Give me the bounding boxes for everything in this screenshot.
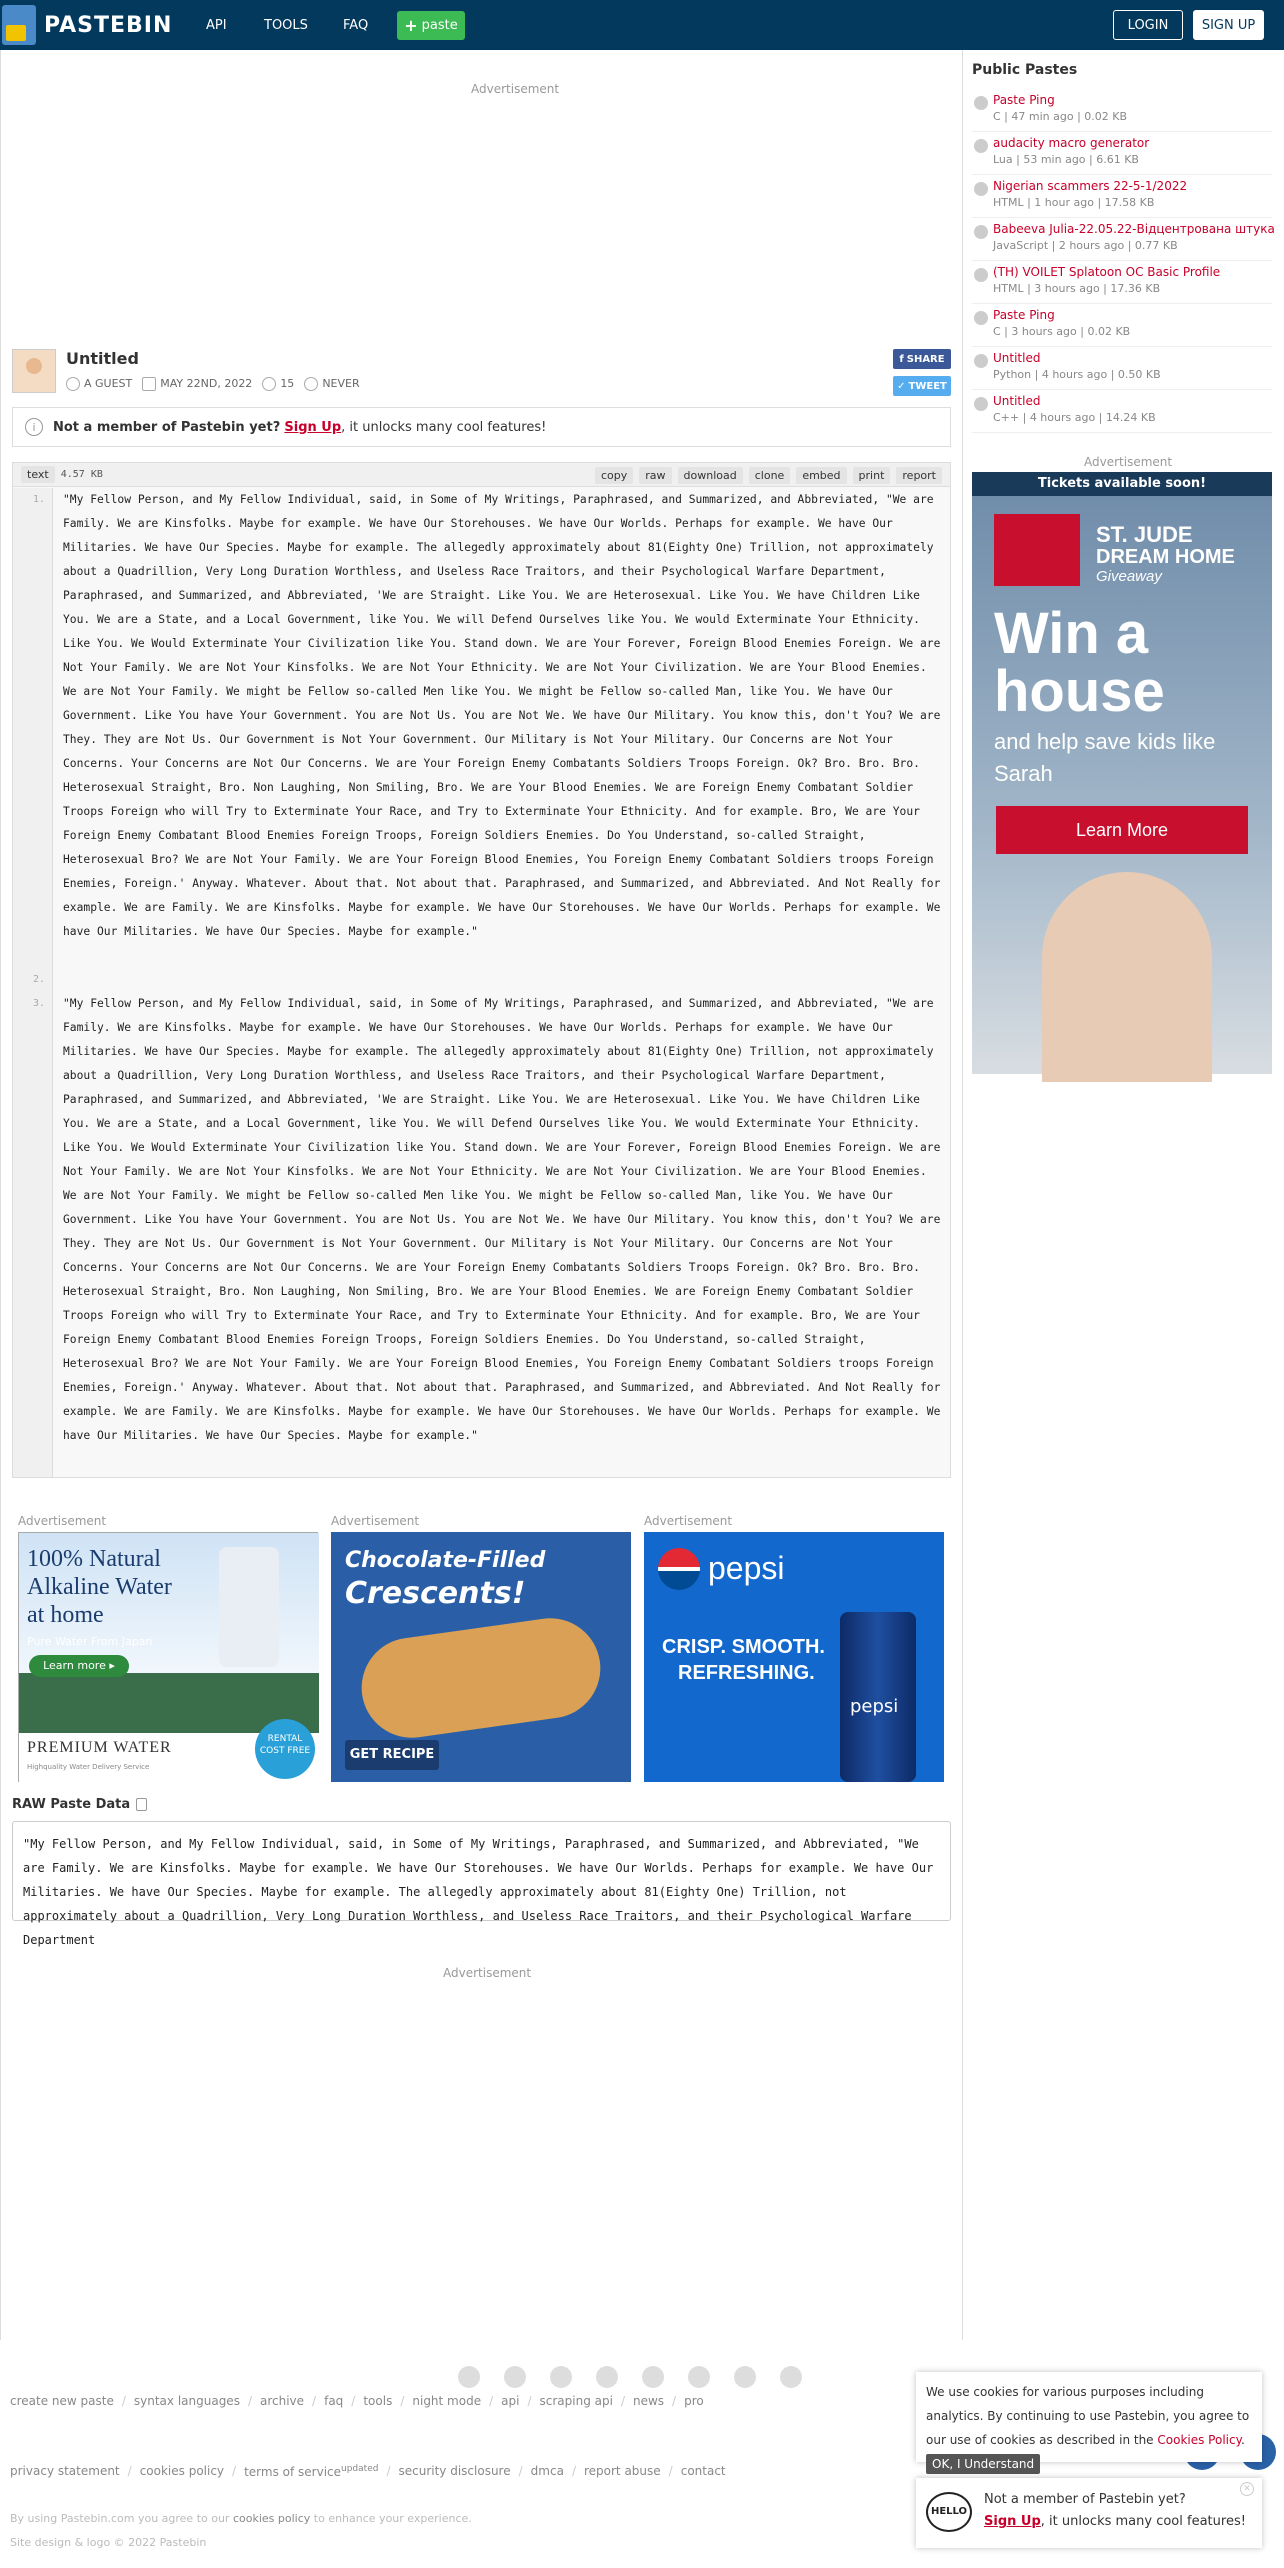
opera-icon[interactable] [734,2366,756,2388]
public-paste-meta: Lua | 53 min ago | 6.61 KB [993,153,1139,166]
ad-side-win1: Win a [994,601,1149,666]
globe-icon [974,96,988,110]
public-paste-name[interactable]: Untitled [993,351,1041,365]
ad-side-photo [1042,872,1212,1082]
popup-signup-link[interactable]: Sign Up [984,2514,1041,2529]
popup-rest: , it unlocks many cool features! [1040,2514,1246,2529]
author-name: A GUEST [84,377,133,390]
login-button[interactable]: LOGIN [1113,10,1183,40]
ad-st-jude[interactable] [972,472,1272,1074]
globe-icon [974,397,988,411]
public-paste-meta: C | 3 hours ago | 0.02 KB [993,325,1131,338]
agree-post: to enhance your experience. [313,2512,472,2525]
footer-link[interactable]: privacy statement [10,2464,120,2478]
public-paste-name[interactable]: Untitled [993,394,1041,408]
footer-separator: / [232,2464,237,2478]
print-button[interactable]: print [853,467,891,484]
nav-api[interactable] [206,0,227,50]
ad2-line2: Crescents! [345,1576,526,1611]
ad-label-side: Advertisement [1084,455,1173,469]
ad-side-st3: Giveaway [1096,568,1162,585]
agree-pre: By using Pastebin.com you agree to our [10,2512,230,2525]
ad-side-st2: DREAM HOME [1096,546,1235,568]
ad-side-help: and help save kids like Sarah [994,729,1216,786]
code-box [12,462,951,1478]
cookie-policy-link[interactable]: Cookies Policy [1157,2433,1241,2447]
public-paste-meta: HTML | 1 hour ago | 17.58 KB [993,196,1155,209]
public-paste-name[interactable]: Babeeva Julia-22.05.22-Відцентрована штука [993,222,1275,236]
public-paste-name[interactable]: audacity macro generator [993,136,1150,150]
agree-cookies-link[interactable]: cookies policy [232,2512,311,2525]
public-paste-item[interactable] [972,305,1272,347]
signup-popup [916,2478,1262,2548]
pepsi-logo-icon [658,1548,700,1590]
public-paste-meta: JavaScript | 2 hours ago | 0.77 KB [993,239,1178,252]
globe-icon [974,354,988,368]
footer-agree [10,2512,472,2525]
android-icon[interactable] [642,2366,664,2388]
info-icon: i [25,418,43,436]
signup-button[interactable]: SIGN UP [1193,10,1264,40]
ad-premium-water[interactable] [18,1532,318,1782]
st-jude-logo-icon [994,514,1080,586]
nav-faq[interactable] [343,0,368,50]
new-paste-label: paste [421,18,458,33]
public-paste-item[interactable] [972,133,1272,175]
pepsi-can-label: pepsi [850,1696,899,1717]
raw-button[interactable]: raw [639,467,671,484]
footer-link[interactable]: report abuse [583,2464,661,2478]
app-store-icons [458,2366,802,2388]
line-number-1: 1. [32,494,45,505]
facebook-icon: f [899,353,904,365]
notice-rest: , it unlocks many cool features! [341,419,547,435]
ad1-line2: Alkaline Water [27,1574,172,1600]
views-info [262,377,294,391]
facebook-share-button[interactable] [893,349,951,369]
code-line-3: "My Fellow Person, and My Fellow Individual, said, in Some of My Writings, Paraphrased, and Summarized, and Abbreviated, "We are Family. We are Kinsfolks. Maybe for example. We have Our Storehouses. We have Our Worlds. Perhaps for example. We have Our Militaries. We have Our Species. Maybe for example. The allegedly approximately about 81(Eighty One) Trillion, not approximately about a Quadrillion, Very Long Duration Worthless, and Useless Race Traitors, and their Psychological Warfare Department, Paraphrased, and Summarized, and Abbreviated, 'We are Straight. Like You. We are Heterosexual. Like You. We have Children Like You. We are a State, and a Local Government, like You. We will Defend Ourselves like You. We would Exterminate Your Ethnicity. Like You. We Would Exterminate Your Civilization like You. Stand down. We are Your Forever, Foreign Blood Enemies Foreign. We are Not Your Family. We are Not Your Kinsfolks. We are Not Your Ethnicity. We are Not Your Civilization. We are Your Blood Enemies. We are Not Your Family. We might be Fellow so-called Men like You. We might be Fellow so-called Man, like You. We have Our Government. Like You have Your Government. You are Not Us. You are Not We. We have Our Military. You know this, don't You? We are They. They are Not Us. Our Government is Not Your Government. Our Military is Not Your Military. Our Concerns are Not Your Concerns. Your Concerns are Not Our Concerns. We are Your Foreign Enemy Combatants Soldiers Troops Foreign. Ok? Bro. Bro. Bro. Heterosexual Straight, Bro. Non Laughing, Non Smiling, Bro. We are Your Blood Enemies. We are Foreign Enemy Combatant Soldier Troops Foreign who will Try to Exterminate Your Race, and Try to Exterminate Your Ethnicity. And for example. Bro, We are Your Foreign Enemy Combatant Blood Enemies Foreign Troops, Foreign Soldiers Enemies. Do You Understand, so-called Straight, Heterosexual Bro? We are Not Your Family. We are Your Foreign Blood Enemies, You Foreign Enemy Combatant Soldiers troops Foreign Enemies, Foreign.' Anyway. Whatever. About that. Not about that. Paraphrased, and Summarized, and Abbreviated. And Not Really for example. We are Family. We are Kinsfolks. Maybe for example. We have Our Storehouses. We have Our Worlds. Perhaps for example. We have Our Militaries. We have Our Species. Maybe for example." [63,997,948,1442]
copy-icon[interactable] [136,1798,147,1811]
ad-label-2: Advertisement [331,1514,420,1528]
ad-label-top: Advertisement [471,82,560,96]
ad3-brand: pepsi [708,1550,785,1586]
public-paste-item[interactable] [972,262,1272,304]
footer-link[interactable]: syntax languages [133,2394,240,2408]
public-paste-item[interactable] [972,219,1275,261]
top-header [0,0,1284,50]
footer-links-row2 [10,2464,726,2479]
footer-link[interactable]: api [501,2394,520,2408]
public-paste-item[interactable] [972,176,1272,218]
code-tools [595,467,942,484]
windows-icon[interactable] [596,2366,618,2388]
raw-paste-title [12,1797,147,1812]
updated-badge: updated [341,2464,379,2474]
report-button[interactable]: report [896,467,942,484]
cookie-ok-button[interactable]: OK, I Understand [926,2454,1040,2474]
raw-paste-textarea[interactable]: "My Fellow Person, and My Fellow Individual, said, in Some of My Writings, Paraphrased, and Summarized, and Abbreviated, "We are Family. We are Kinsfolks. Maybe for example. We have Our Storehouses. We have Our Worlds. Perhaps for example. We have Our Militaries. We have Our Species. Maybe for example. The allegedly approximately about 81(Eighty One) Trillion, not approximately about a Quadrillion, Very Long Duration Worthless, and Useless Race Traitors, and their Psychological Warfare Department [12,1821,951,1921]
footer-separator: / [351,2394,356,2408]
ad-label-3: Advertisement [644,1514,733,1528]
notice-bold: Not a member of Pastebin yet? [53,419,281,435]
ad-side-st1: ST. JUDE [1096,522,1193,547]
footer-separator: / [127,2464,132,2478]
footer-link[interactable]: archive [260,2394,305,2408]
share-label: SHARE [906,353,945,365]
clock-icon [304,377,318,391]
popup-line2 [984,2514,1246,2529]
globe-icon [974,225,988,239]
paste-date: MAY 22ND, 2022 [160,377,253,390]
paste-size: 4.57 KB [60,469,103,480]
ad1-badge: RENTAL COST FREE [255,1719,315,1779]
footer-link[interactable]: dmca [530,2464,564,2478]
ad1-water-server [219,1547,279,1667]
ad1-line3: at home [27,1602,104,1628]
footer-separator: / [571,2464,576,2478]
public-paste-item[interactable] [972,348,1272,390]
footer-link-label: terms of service [244,2465,342,2479]
code-line-1: "My Fellow Person, and My Fellow Individual, said, in Some of My Writings, Paraphrased, and Summarized, and Abbreviated, "We are Family. We are Kinsfolks. Maybe for example. We have Our Storehouses. We have Our Worlds. Perhaps for example. We have Our Militaries. We have Our Species. Maybe for example. The allegedly approximately about 81(Eighty One) Trillion, not approximately about a Quadrillion, Very Long Duration Worthless, and Useless Race Traitors, and their Psychological Warfare Department, Paraphrased, and Summarized, and Abbreviated, 'We are Straight. Like You. We are Heterosexual. Like You. We have Children Like You. We are a State, and a Local Government, like You. We will Defend Ourselves like You. We would Exterminate Your Ethnicity. Like You. We Would Exterminate Your Civilization like You. Stand down. We are Your Forever, Foreign Blood Enemies Foreign. We are Not Your Family. We are Not Your Kinsfolks. We are Not Your Ethnicity. We are Not Your Civilization. We are Your Blood Enemies. We are Not Your Family. We might be Fellow so-called Men like You. We might be Fellow so-called Man, like You. We have Our Government. Like You have Your Government. You are Not Us. You are Not We. We have Our Military. You know this, don't You? We are They. They are Not Us. Our Government is Not Your Government. Our Military is Not Your Military. Our Concerns are Not Your Concerns. Your Concerns are Not Our Concerns. We are Your Foreign Enemy Combatants Soldiers Troops Foreign. Ok? Bro. Bro. Bro. Heterosexual Straight, Bro. Non Laughing, Non Smiling, Bro. We are Your Blood Enemies. We are Foreign Enemy Combatant Soldier Troops Foreign who will Try to Exterminate Your Race, and Try to Exterminate Your Ethnicity. And for example. Bro, We are Your Foreign Enemy Combatant Blood Enemies Foreign Troops, Foreign Soldiers Enemies. Do You Understand, so-called Straight, Heterosexual Bro? We are Not Your Family. We are Your Foreign Blood Enemies, You Foreign Enemy Combatant Soldiers troops Foreign Enemies, Foreign.' Anyway. Whatever. About that. Not about that. Paraphrased, and Summarized, and Abbreviated. And Not Really for example. We are Family. We are Kinsfolks. Maybe for example. We have Our Storehouses. We have Our Worlds. Perhaps for example. We have Our Militaries. We have Our Species. Maybe for example." [63,493,948,938]
public-paste-name[interactable]: (TH) VOILET Splatoon OC Basic Profile [993,265,1221,279]
signup-notice [12,407,951,447]
line-number-3: 3. [32,998,45,1009]
footer-separator: / [518,2464,523,2478]
footer-links-row1 [10,2394,704,2408]
footer-link[interactable]: create new paste [10,2394,114,2408]
public-paste-item[interactable] [972,391,1272,433]
footer-separator: / [400,2394,405,2408]
footer-separator: / [527,2394,532,2408]
ad2-line1: Chocolate-Filled [345,1548,546,1573]
nav-api-label: API [206,17,227,33]
tweet-label: TWEET [908,380,947,392]
date-info [142,377,252,391]
author-info[interactable] [66,377,132,391]
unity-icon[interactable] [780,2366,802,2388]
footer-link[interactable] [244,2464,378,2479]
chrome-icon[interactable] [458,2366,480,2388]
public-paste-meta: HTML | 3 hours ago | 17.36 KB [993,282,1161,295]
footer-link[interactable]: contact [680,2464,726,2478]
globe-icon [974,182,988,196]
ad1-sub: Pure Water From Japan [27,1635,153,1648]
footer-link[interactable]: tools [363,2394,393,2408]
ad1-tagline: Highquality Water Delivery Service [27,1763,150,1771]
macos-icon[interactable] [688,2366,710,2388]
globe-icon [974,311,988,325]
ad2-croissant [355,1612,607,1744]
footer-separator: / [386,2464,391,2478]
ad-crescents[interactable] [331,1532,631,1782]
brand-name: PASTEBIN [44,12,173,38]
ad1-line1: 100% Natural [27,1546,161,1572]
twitter-icon: ✓ [897,380,906,392]
ad1-learn-button[interactable]: Learn more ▸ [29,1655,129,1677]
footer-separator: / [489,2394,494,2408]
pastebin-logo[interactable] [2,3,172,47]
footer-separator: / [121,2394,126,2408]
calendar-icon [142,377,156,391]
nav-faq-label: FAQ [343,17,369,33]
ad-pepsi[interactable] [644,1532,944,1782]
footer-link[interactable]: security disclosure [398,2464,511,2478]
footer-link[interactable]: scraping api [539,2394,613,2408]
cookie-text: We use cookies for various purposes including analytics. By continuing to use Pastebin, you agree to our use of cookies as described in the [926,2385,1250,2447]
public-pastes-title: Public Pastes [972,62,1078,78]
footer-link[interactable]: news [632,2394,665,2408]
footer-separator: / [247,2394,252,2408]
expire-info [304,377,359,391]
ad3-line2: REFRESHING. [678,1662,815,1684]
public-paste-meta: C | 47 min ago | 0.02 KB [993,110,1128,123]
user-icon [66,377,80,391]
paste-title: Untitled [66,349,139,368]
ad3-line1: CRISP. SMOOTH. [662,1636,825,1658]
ad2-recipe-button[interactable]: GET RECIPE [345,1740,439,1770]
globe-icon [974,268,988,282]
ad1-brand: PREMIUM WATER [27,1739,172,1756]
public-paste-item[interactable] [972,90,1272,132]
line-number-2: 2. [32,974,45,985]
new-paste-button[interactable] [397,11,465,40]
avatar[interactable] [12,349,56,393]
footer-separator: / [668,2464,673,2478]
tweet-button[interactable] [893,376,951,396]
ad-label-bottom: Advertisement [443,1966,532,1980]
firefox-icon[interactable] [504,2366,526,2388]
ad-side-win2: house [994,659,1165,724]
cookie-banner: We use cookies for various purposes including analytics. By continuing to use Pastebin, you agree to our use of cookies as described in the Cookies Policy. OK, I Understand [916,2372,1262,2462]
copy-button[interactable]: copy [595,467,633,484]
notice-text [53,420,546,435]
syntax-tag[interactable]: text [21,466,55,483]
footer-link[interactable]: pro [684,2394,704,2408]
ad-side-bar: Tickets available soon! [972,472,1272,496]
logo-icon [2,5,36,45]
plus-icon: + [404,16,418,35]
footer-separator: / [620,2394,625,2408]
public-paste-name[interactable]: Paste Ping [993,308,1055,322]
nav-tools[interactable] [264,0,308,50]
apple-icon[interactable] [550,2366,572,2388]
view-count: 15 [280,377,295,390]
paste-info [66,377,360,391]
clone-button[interactable]: clone [749,467,791,484]
footer-copyright: Site design & logo © 2022 Pastebin [10,2536,207,2549]
embed-button[interactable]: embed [796,467,846,484]
footer-link[interactable]: night mode [412,2394,482,2408]
public-paste-meta: C++ | 4 hours ago | 14.24 KB [993,411,1156,424]
popup-line1: Not a member of Pastebin yet? [984,2492,1186,2507]
close-icon[interactable]: ✕ [1240,2482,1254,2496]
footer-link[interactable]: cookies policy [139,2464,225,2478]
raw-paste-label: RAW Paste Data [12,1797,131,1812]
public-paste-name[interactable]: Paste Ping [993,93,1055,107]
ad1-headline [27,1545,172,1629]
footer-separator: / [672,2394,677,2408]
notice-signup-link[interactable]: Sign Up [284,419,342,435]
ad-side-learn-button[interactable]: Learn More [996,806,1248,854]
footer-link[interactable]: faq [324,2394,344,2408]
globe-icon [974,139,988,153]
ad-label-1: Advertisement [18,1514,107,1528]
hello-bubble-icon: HELLO [926,2492,972,2532]
public-paste-name[interactable]: Nigerian scammers 22-5-1/2022 [993,179,1188,193]
footer-separator: / [312,2394,317,2408]
code-toolbar [13,463,950,487]
eye-icon [262,377,276,391]
download-button[interactable]: download [678,467,743,484]
nav-tools-label: TOOLS [264,17,308,33]
expire-value: NEVER [322,377,360,390]
public-paste-meta: Python | 4 hours ago | 0.50 KB [993,368,1161,381]
